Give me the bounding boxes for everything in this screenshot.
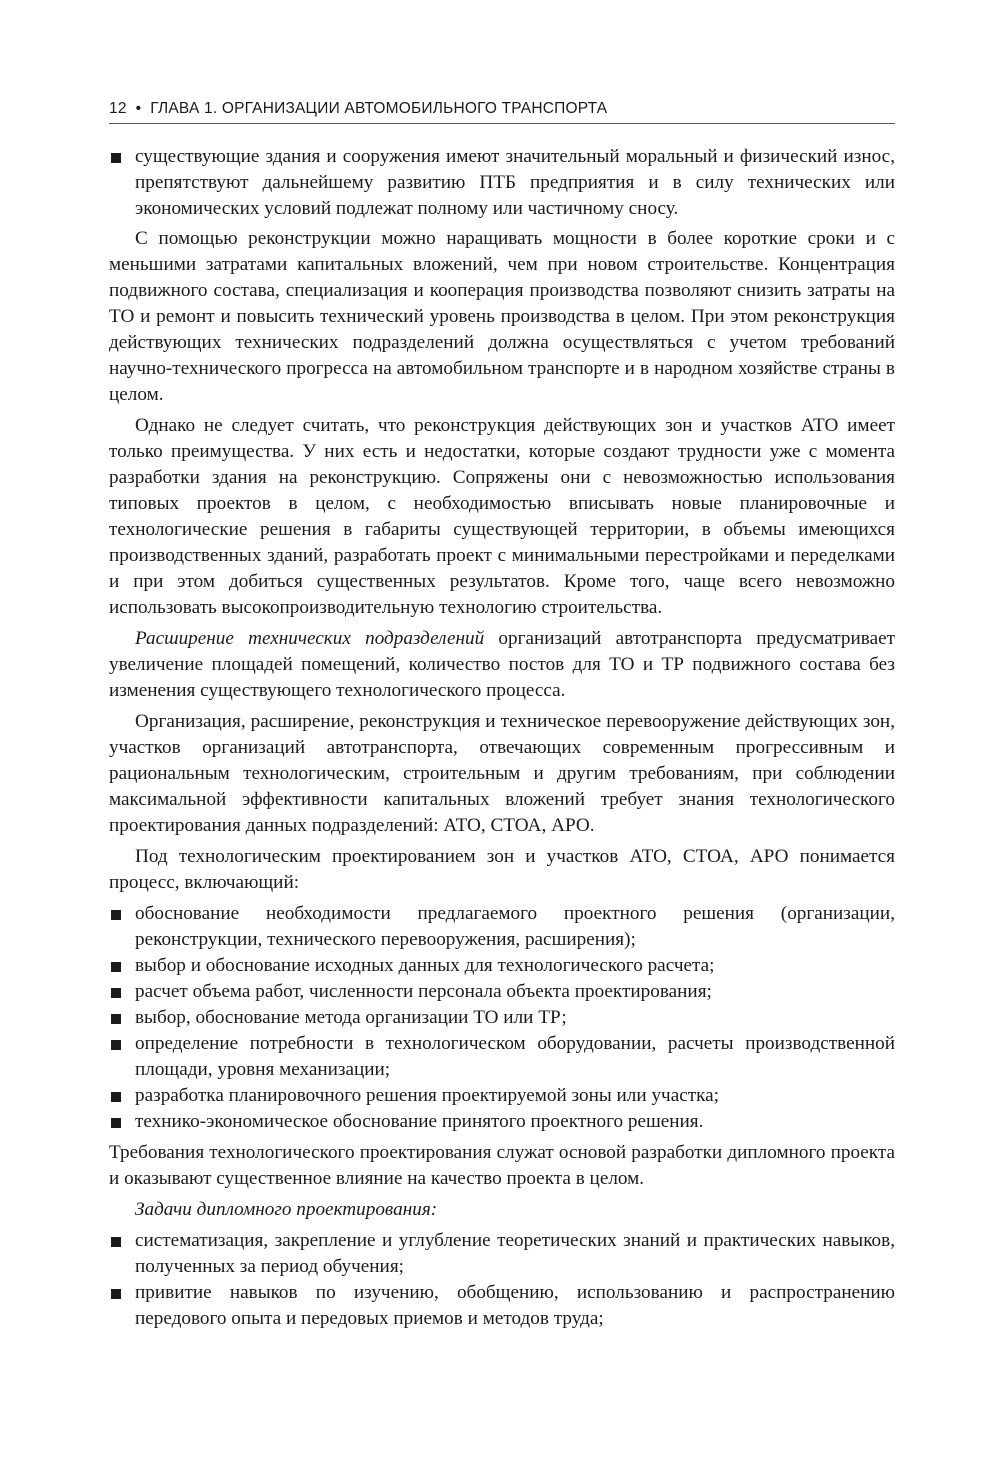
paragraph-design-requirements: Требования технологического проектирования служат основой разработки дипломного проекта и оказывают существенное влияние на качество проекта в целом. — [109, 1142, 895, 1189]
page-number: 12 — [109, 100, 127, 117]
list-item: систематизация, закрепление и углубление теоретических знаний и практических навыков, полученных за период обучения; — [109, 1228, 895, 1280]
top-bullet-list — [109, 144, 895, 222]
chapter-title: ГЛАВА 1. ОРГАНИЗАЦИИ АВТОМОБИЛЬНОГО ТРАНСПОРТА — [150, 100, 608, 117]
paragraph-process-intro: Под технологическим проектированием зон и участков АТО, СТОА, АРО понимается процесс, включающий: — [109, 846, 895, 893]
list-item: расчет объема работ, численности персонала объекта проектирования; — [109, 979, 895, 1005]
tasks-heading: Задачи дипломного проектирования: — [135, 1199, 438, 1220]
process-bullet-list — [109, 901, 895, 1135]
list-item: выбор, обоснование метода организации ТО или ТР; — [109, 1005, 895, 1031]
paragraph-design-knowledge: Организация, расширение, реконструкция и техническое перевооружение действующих зон, участков организаций автотранспорта, отвечающих современным прогрессивным и рациональным технологическим, строительным и другим требованиям, при соблюдении максимальной эффективности капитальных вложений требует знания технологического проектирования данных подразделений: АТО, СТОА, АРО. — [109, 711, 895, 836]
book-page — [109, 100, 895, 1337]
page-content — [109, 144, 895, 1332]
list-item: разработка планировочного решения проектируемой зоны или участка; — [109, 1083, 895, 1109]
running-header — [109, 100, 895, 124]
list-item: привитие навыков по изучению, обобщению, использованию и распространению передового опыта и передовых приемов и методов труда; — [109, 1280, 895, 1332]
term-expansion: Расширение технических подразделений — [135, 628, 485, 649]
list-item: технико-экономическое обоснование принятого проектного решения. — [109, 1109, 895, 1135]
header-separator: • — [135, 100, 142, 117]
paragraph-reconstruction-drawbacks: Однако не следует считать, что реконструкция действующих зон и участков АТО имеет только преимущества. У них есть и недостатки, которые создают трудности уже с момента разработки здания на реконструкцию. Сопряжены они с невозможностью использования типовых проектов в целом, с необходимостью вписывать новые планировочные и технологические решения в габариты существующей территории, в объемы имеющихся производственных зданий, разработать проект с минимальными перестройками и переделками и при этом добиться существенных результатов. Кроме того, чаще всего невозможно использовать высокопроизводительную технологию строительства. — [109, 415, 895, 618]
paragraph-expansion-text: организаций автотранспорта предусматривает увеличение площадей помещений, количество постов для ТО и ТР подвижного состава без изменения существующего технологического процесса. — [109, 628, 895, 701]
list-item: выбор и обоснование исходных данных для технологического расчета; — [109, 953, 895, 979]
paragraph-expansion — [109, 626, 895, 704]
paragraph-reconstruction-benefits: С помощью реконструкции можно наращивать мощности в более короткие сроки и с меньшими затратами капитальных вложений, чем при новом строительстве. Концентрация подвижного состава, специализация и кооперация производства позволяют снизить затраты на ТО и ремонт и повысить технический уровень производства в целом. При этом реконструкция действующих технических подразделений должна осуществляться с учетом требований научно-технического прогресса на автомобильном транспорте и в народном хозяйстве страны в целом. — [109, 228, 895, 405]
paragraph-tasks-heading — [109, 1197, 895, 1223]
list-item: обоснование необходимости предлагаемого проектного решения (организации, реконструкции, технического перевооружения, расширения); — [109, 901, 895, 953]
list-item: существующие здания и сооружения имеют значительный моральный и физический износ, препятствуют дальнейшему развитию ПТБ предприятия и в силу технических или экономических условий подлежат полному или частичному сносу. — [109, 144, 895, 222]
list-item: определение потребности в технологическом оборудовании, расчеты производственной площади, уровня механизации; — [109, 1031, 895, 1083]
tasks-bullet-list — [109, 1228, 895, 1332]
